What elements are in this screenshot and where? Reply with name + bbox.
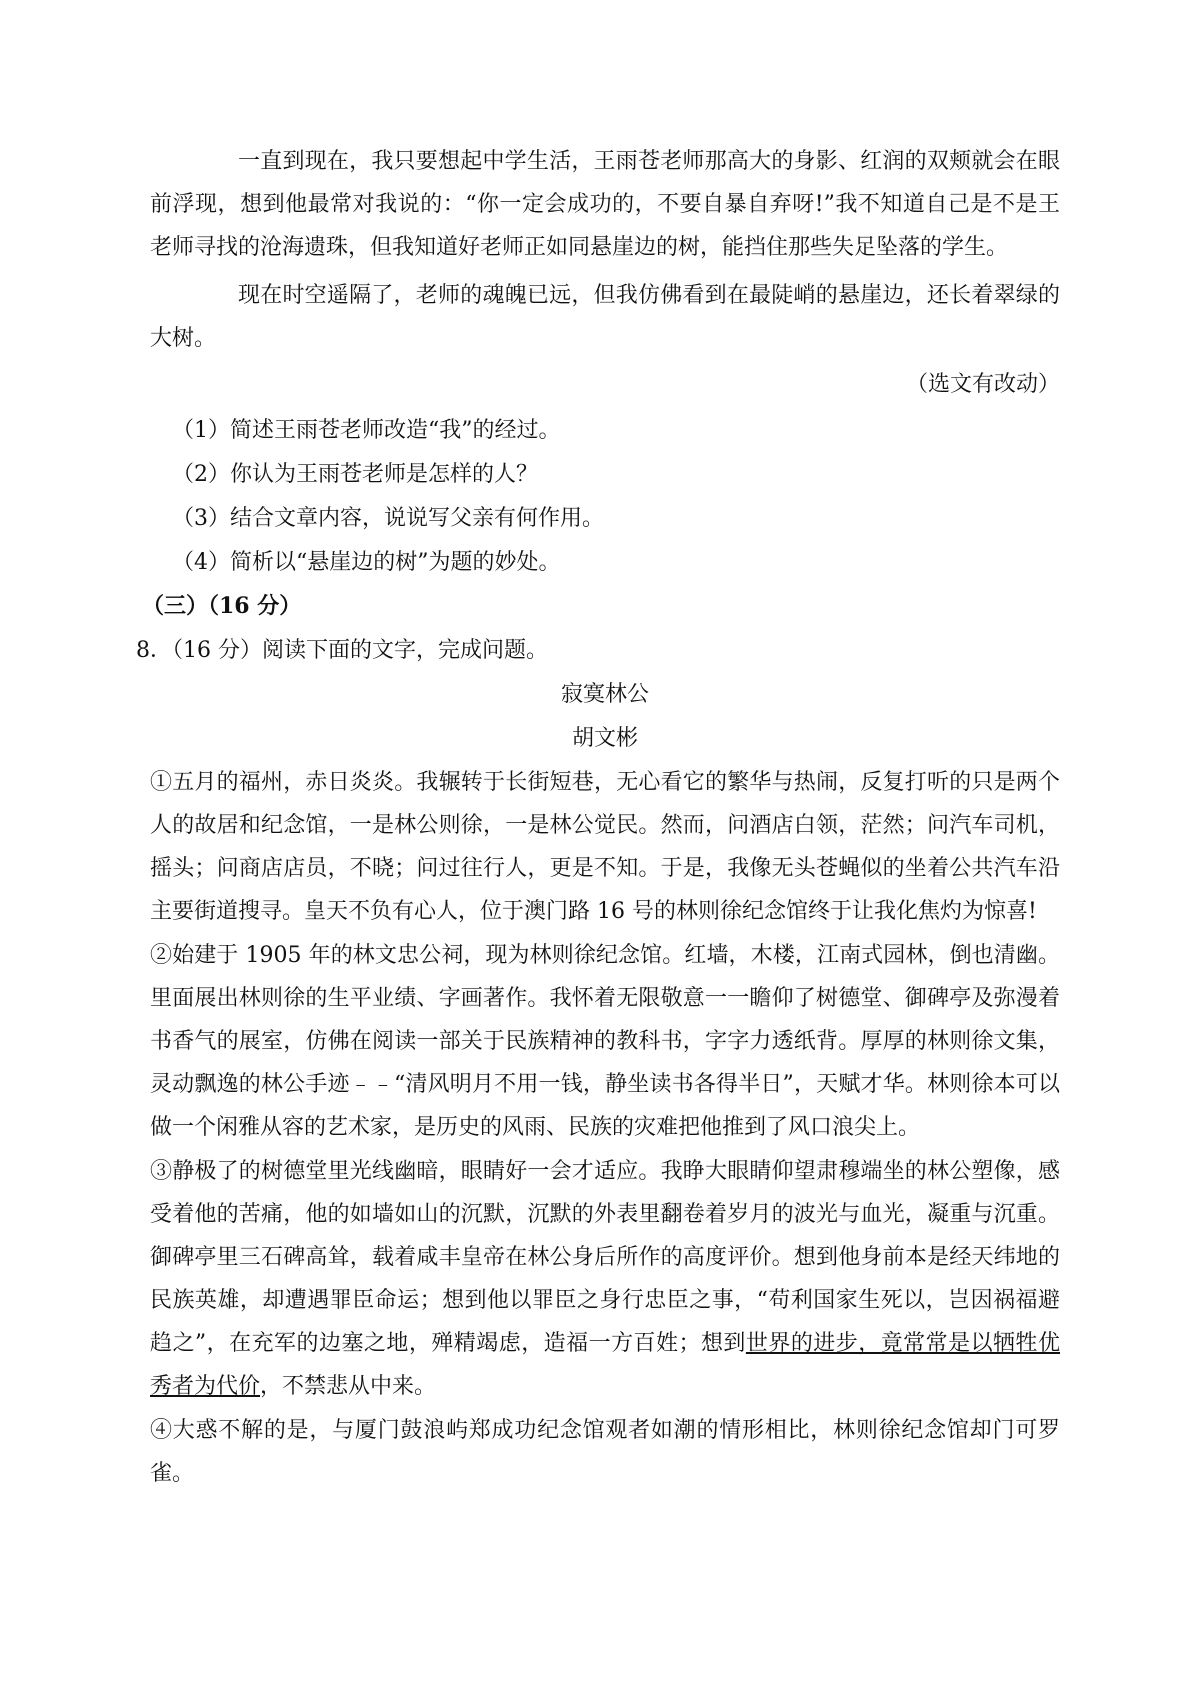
passage-paragraph: 一直到现在，我只要想起中学生活，王雨苍老师那高大的身影、红润的双颊就会在眼前浮现，想到他最常对我说的：“你一定会成功的，不要自暴自弃呀!”我不知道自己是不是王老师寻找的沧海遗珠，但我知道好老师正如同悬崖边的树，能挡住那些失足坠落的学生。 bbox=[150, 149, 1060, 260]
question-item: （3）结合文章内容，说说写父亲有何作用。 bbox=[172, 506, 604, 531]
article-author: 胡文彬 bbox=[571, 726, 638, 751]
article-title: 寂寞林公 bbox=[560, 682, 649, 707]
question-item: （1）简述王雨苍老师改造“我”的经过。 bbox=[172, 418, 561, 443]
source-note: （选文有改动） bbox=[905, 372, 1060, 397]
question-item: （4）简析以“悬崖边的树”为题的妙处。 bbox=[172, 550, 561, 575]
article-paragraph: ①五月的福州，赤日炎炎。我辗转于长街短巷，无心看它的繁华与热闹，反复打听的只是两个人的故居和纪念馆，一是林公则徐，一是林公觉民。然而，问酒店白领，茫然；问汽车司机，摇头；问商店店员，不晓；问过往行人，更是不知。于是，我像无头苍蝇似的坐着公共汽车沿主要街道搜寻。皇天不负有心人，位于澳门路 16 号的林则徐纪念馆终于让我化焦灼为惊喜! bbox=[150, 770, 1060, 924]
article-paragraph: ④大惑不解的是，与厦门鼓浪屿郑成功纪念馆观者如潮的情形相比，林则徐纪念馆却门可罗雀。 bbox=[150, 1418, 1060, 1486]
question-item: （2）你认为王雨苍老师是怎样的人？ bbox=[172, 462, 538, 487]
question-list bbox=[150, 409, 1060, 584]
paragraph-text: ，不禁悲从中来。 bbox=[260, 1374, 437, 1399]
task-instruction: 8．（16 分）阅读下面的文字，完成问题。 bbox=[136, 638, 548, 663]
article-paragraph: ②始建于 1905 年的林文忠公祠，现为林则徐纪念馆。红墙，木楼，江南式园林，倒也清幽。里面展出林则徐的生平业绩、字画著作。我怀着无限敬意一一瞻仰了树德堂、御碑亭及弥漫着书香气的展室，仿佛在阅读一部关于民族精神的教科书，字字力透纸背。厚厚的林则徐文集，灵动飘逸的林公手迹﹣﹣“清风明月不用一钱，静坐读书各得半日”，天赋才华。林则徐本可以做一个闲雅从容的艺术家，是历史的风雨、民族的灾难把他推到了风口浪尖上。 bbox=[150, 943, 1060, 1140]
underlined-sentence: 世界的进步，竟常常是以牺牲优秀者为代价 bbox=[150, 1331, 1060, 1399]
section-heading: （三）（16 分） bbox=[142, 593, 302, 619]
paragraph-text: ③静极了的树德堂里光线幽暗，眼睛好一会才适应。我睁大眼睛仰望肃穆端坐的林公塑像，感受着他的苦痛，他的如墙如山的沉默，沉默的外表里翻卷着岁月的波光与血光，凝重与沉重。御碑亭里三石碑高耸，载着咸丰皇帝在林公身后所作的高度评价。想到他身前本是经天纬地的民族英雄，却遭遇罪臣命运；想到他以罪臣之身行忠臣之事，“苟利国家生死以，岂因祸福避趋之”，在充军的边塞之地，殚精竭虑，造福一方百姓；想到 bbox=[150, 1159, 1060, 1356]
passage-paragraph: 现在时空遥隔了，老师的魂魄已远，但我仿佛看到在最陡峭的悬崖边，还长着翠绿的大树。 bbox=[150, 283, 1060, 351]
document-page bbox=[136, 140, 1060, 1496]
article-paragraph bbox=[150, 1150, 1060, 1408]
